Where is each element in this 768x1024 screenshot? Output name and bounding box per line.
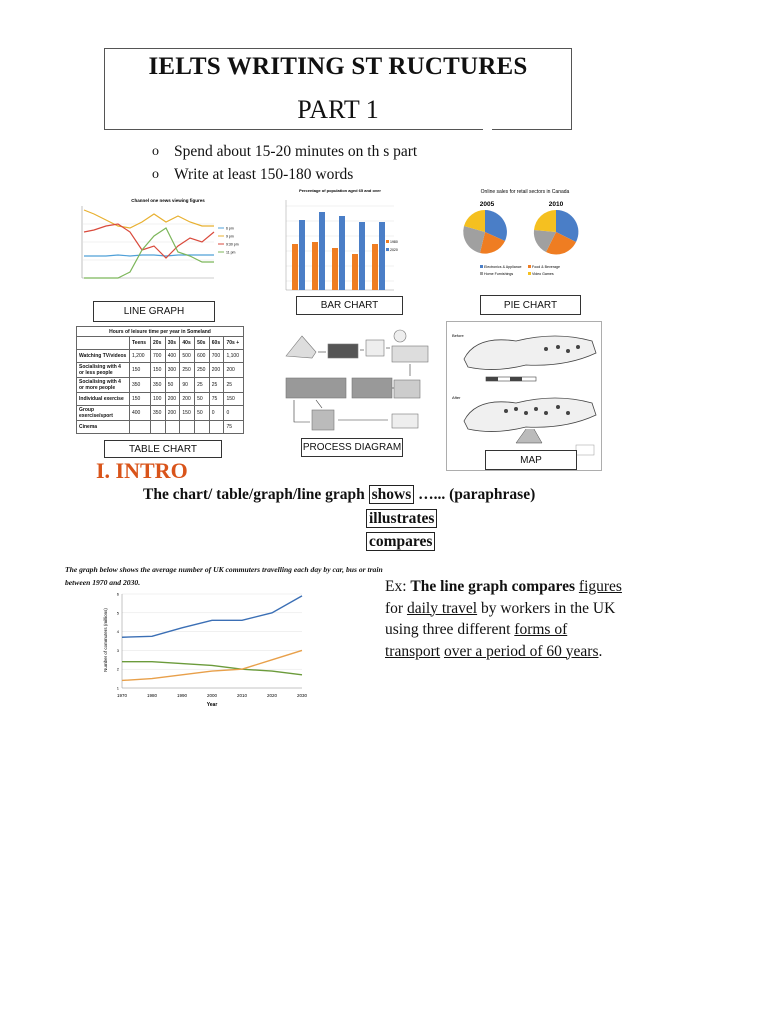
y-tick-label: 3 (116, 647, 119, 653)
pie-2010 (534, 210, 579, 254)
map-thumbnail (446, 321, 602, 471)
pie-year: 2010 (548, 201, 564, 208)
sentence-start: The chart/ table/graph/line graph (143, 486, 365, 503)
x-tick-label: 2020 (266, 693, 278, 698)
y-tick-label: 5 (116, 610, 119, 616)
verb-shows: shows (369, 485, 415, 504)
example-line-graph (100, 588, 312, 710)
map-label: MAP (485, 450, 577, 470)
sentence-structure (143, 486, 535, 504)
map-after-label: After (452, 395, 461, 400)
title-gap (483, 107, 492, 179)
pie-chart-label: PIE CHART (480, 295, 581, 315)
pie-year: 2005 (479, 201, 495, 208)
legend-item: 6 pm (226, 226, 234, 231)
pie-chart-title: Online sales for retail sectors in Canada (480, 189, 570, 195)
leisure-table: Hours of leisure time per year in Someland Teens 20s 30s 40s 50s 60s 70s + Watching TV/videos 1,200 700 400 500 600 700 1,100 Socialising with 4 or less people 150 150 300 250 250 200 200 Socialising with 4 or more people 350 350 50 90 25 25 25 Individual exercise 150 100 200 200 50 75 150 Group exercise/sport 400 350 200 150 50 0 0 Cinema 75 (76, 326, 244, 434)
process-diagram-label: PROCESS DIAGRAM (301, 438, 403, 457)
x-tick-label: 1970 (116, 693, 128, 698)
bullet-marker: o (152, 144, 159, 159)
y-tick-label: 2 (116, 666, 119, 672)
x-tick-label: 2030 (296, 693, 308, 698)
x-tick-label: 2010 (236, 693, 248, 698)
process-diagram-thumbnail (282, 322, 440, 440)
instruction-list (152, 140, 417, 186)
legend-item: 9:30 pm (226, 242, 239, 247)
legend-item: Electronics & Appliance (484, 265, 522, 269)
series-line (122, 596, 302, 637)
instruction-item: o Write at least 150-180 words (152, 163, 417, 186)
line-graph-series (84, 228, 214, 278)
legend-item: 2020 (390, 248, 398, 252)
verb-compares: compares (366, 533, 435, 551)
table-chart-label: TABLE CHART (104, 440, 222, 458)
instruction-item: o Spend about 15-20 minutes on th s part (152, 140, 417, 163)
line-graph-title: Channel one news viewing figures (131, 198, 205, 203)
example-sentence: Ex: The line graph compares figures for daily travel by workers in the UK using three different forms of transport over a period of 60 years. (385, 578, 622, 660)
pie-2005 (463, 210, 507, 254)
line-graph-series (84, 255, 214, 256)
x-tick-label: 1980 (146, 693, 158, 698)
y-axis-label: Number of commuters (millions) (103, 608, 108, 672)
verb-illustrates: illustrates (366, 510, 437, 528)
page-title: IELTS WRITING ST RUCTURES (148, 53, 528, 80)
bar-chart-thumbnail (270, 186, 400, 298)
table-row: Cinema 75 (77, 421, 244, 434)
line-graph-series (84, 210, 214, 228)
legend-item: 9 pm (226, 234, 234, 239)
y-tick-label: 6 (116, 591, 119, 597)
legend-item: 1980 (390, 240, 398, 244)
table-row: Watching TV/videos 1,200 700 400 500 600 700 1,100 (77, 350, 244, 363)
table-row: Socialising with 4 or more people 350 350 50 90 25 25 25 (77, 378, 244, 393)
map-before-label: Before (452, 333, 464, 338)
y-tick-label: 1 (116, 685, 119, 691)
bar-chart-label: BAR CHART (296, 296, 403, 315)
table-row: Group exercise/sport 400 350 200 150 50 0 0 (77, 406, 244, 421)
series-line (122, 662, 302, 675)
table-row: Individual exercise 150 100 200 200 50 75 150 (77, 393, 244, 406)
sentence-end: …... (paraphrase) (418, 486, 536, 503)
intro-heading: I. INTRO (96, 458, 188, 483)
legend-item: Video Games (532, 272, 554, 276)
line-graph-label: LINE GRAPH (93, 301, 215, 322)
table-chart-thumbnail (76, 326, 244, 434)
x-tick-label: 1990 (176, 693, 188, 698)
page-subtitle: PART 1 (297, 95, 379, 124)
example-graph-caption: The graph below shows the average number of UK commuters travelling each day by car, bus or train between 1970 and 2030. (65, 565, 383, 587)
legend-item: 11 pm (226, 250, 236, 255)
bar-chart-title: Percentage of population aged 65 and over (299, 188, 381, 193)
x-tick-label: 2000 (206, 693, 218, 698)
title-box (104, 48, 572, 130)
line-graph-thumbnail (68, 192, 248, 300)
y-tick-label: 4 (116, 629, 119, 635)
legend-item: Food & Beverage (532, 265, 560, 269)
table-row: Socialising with 4 or less people 150 150 300 250 250 200 200 (77, 363, 244, 378)
legend-item: Home Furnishings (484, 272, 514, 276)
x-axis-label: Year (206, 702, 218, 708)
pie-chart-thumbnail (450, 184, 600, 286)
table-title: Hours of leisure time per year in Someland (77, 327, 244, 337)
bullet-marker: o (152, 167, 159, 182)
